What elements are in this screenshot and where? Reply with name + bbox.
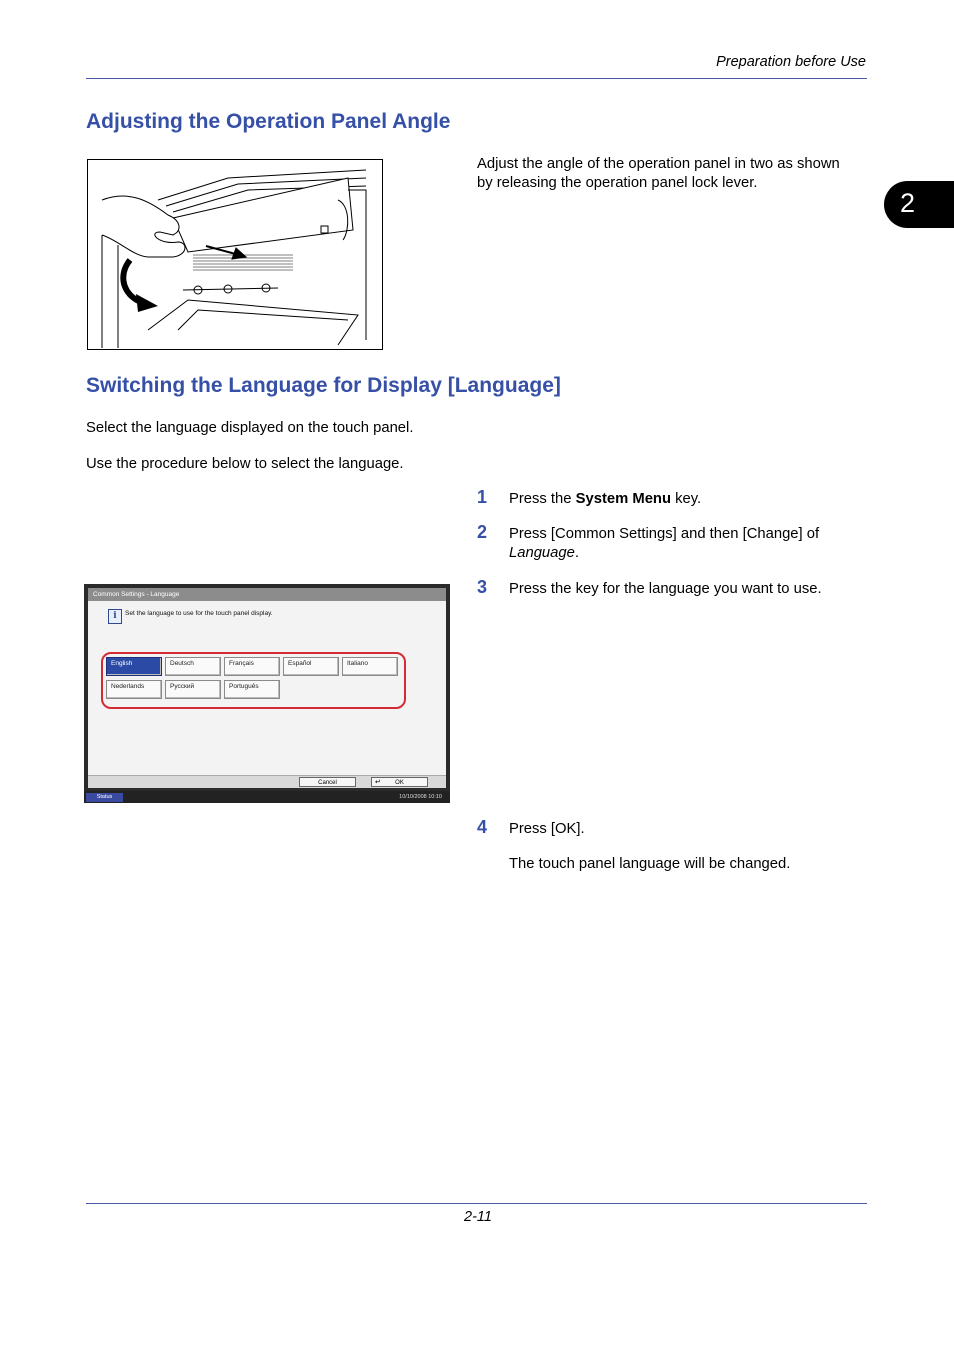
step-2-italic: Language [509,545,575,561]
step-1-pre: Press the [509,491,576,507]
step-4-text: Press [OK]. [509,821,585,837]
step-1-text [509,490,869,509]
step-number: 4 [477,817,488,837]
panel-lever-drawing [88,160,382,349]
running-header: Preparation before Use [716,54,866,70]
chapter-number: 2 [900,188,916,218]
status-button[interactable]: Status [86,793,123,802]
language-intro-1: Select the language displayed on the touch panel. [86,420,414,436]
section-heading-panel-angle: Adjusting the Operation Panel Angle [86,110,451,133]
language-button-italiano[interactable]: Italiano [342,657,398,676]
touch-panel-screen [88,588,446,787]
step-number: 1 [477,487,488,507]
info-icon: i [108,609,122,624]
panel-datetime: 10/10/2008 10:10 [399,794,442,800]
language-button-english[interactable]: English [106,657,162,676]
language-highlight-outline [101,652,406,709]
chapter-tab [884,181,954,228]
language-button-francais[interactable]: Français [224,657,280,676]
step-3-text: Press the key for the language you want to use. [509,581,822,597]
language-button-nederlands[interactable]: Nederlands [106,680,162,699]
page-number: 2-11 [464,1209,492,1225]
language-button-russian[interactable]: Русский [165,680,221,699]
footer-rule [86,1203,867,1204]
step-1-key-name: System Menu [575,491,672,507]
touch-panel-screenshot [84,584,450,803]
cancel-button[interactable]: Cancel [299,777,356,787]
step-2-line1: Press [Common Settings] and then [Change] of [509,526,820,542]
step-4-note: The touch panel language will be changed. [509,856,791,872]
panel-title: Common Settings - Language [88,588,446,601]
language-button-portugues[interactable]: Português [224,680,280,699]
panel-bottom-bar [88,775,446,788]
step-1-post: key. [671,491,702,507]
panel-status-bar [84,791,450,803]
step-2-text [509,525,869,563]
step-number: 3 [477,577,488,597]
panel-angle-text-1: Adjust the angle of the operation panel in two as shown [477,156,840,172]
panel-message: Set the language to use for the touch panel display. [125,610,273,617]
step-number: 2 [477,522,488,542]
language-intro-2: Use the procedure below to select the language. [86,456,404,472]
header-rule [86,78,867,79]
panel-angle-text-2: by releasing the operation panel lock lever. [477,175,758,191]
operation-panel-illustration [87,159,383,350]
language-button-deutsch[interactable]: Deutsch [165,657,221,676]
enter-icon: ↵ [375,779,381,786]
section-heading-language: Switching the Language for Display [Language] [86,374,561,397]
ok-button[interactable] [371,777,428,787]
ok-label: OK [395,780,404,786]
step-2-post: . [574,545,579,561]
language-button-espanol[interactable]: Español [283,657,339,676]
